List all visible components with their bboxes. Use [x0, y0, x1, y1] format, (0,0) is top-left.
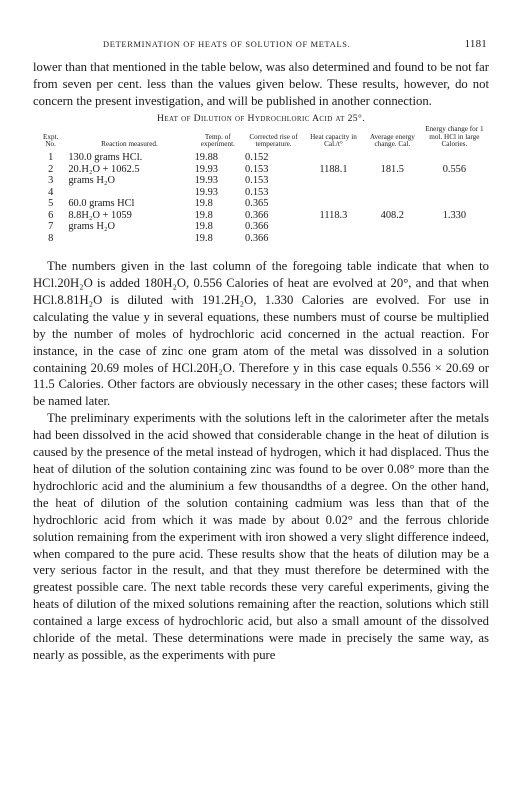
cell-energy: 0.556 [442, 163, 467, 175]
running-title: DETERMINATION OF HEATS OF SOLUTION OF METALS. [103, 40, 351, 49]
cell-capacity [304, 198, 363, 210]
cell-energy [422, 233, 487, 245]
table-row [37, 164, 487, 176]
cell-average [363, 152, 422, 164]
intro-paragraph: lower than that mentioned in the table below, was also determined and found to be not far from seven per cent. less than the values given below. These results, however, do not concern the present investigation, and will be published in another connection. [33, 60, 489, 108]
cell-rise: 0.153 [245, 163, 269, 175]
cell-temp: 19.8 [194, 221, 213, 233]
cell-capacity: 1118.3 [319, 209, 348, 221]
cell-reaction [64, 233, 192, 245]
cell-reaction: 8.8H₂O + 1059 [68, 209, 132, 221]
cell-rise: 0.366 [245, 209, 269, 221]
cell-average: 408.2 [380, 209, 405, 221]
cell-energy [422, 221, 487, 233]
paragraph-3: The preliminary experiments with the solutions left in the calorimeter after the metals had been dissolved in the acid showed that considerable change in the heat of dilution is caused by the presence of the metal instead of hydrogen, which it had displaced. Thus the heat of dilution of the solution containing zinc was found to be over 0.08° more than the hydrochloric acid and the aluminium a few thousandths of a degree. On the other hand, the heat of dilution of the solution containing cadmium was less than that of the hydrochloric acid from which it was made by about 0.02° and the ferrous chloride solution remaining from the experiment with iron showed a very slight difference indeed, when compared to the pure acid. These results show that the heats of dilution may be a very serious factor in the result, and that they must therefore be determined with the greatest possible care. The next table records these very careful experiments, giving the heats of dilution of the mixed solutions remaining after the reaction, solutions which still contained a large excess of hydrochloric acid, but also a small amount of the dissolved chloride of the metal. These determinations were made in precisely the same way, as nearly as possible, as the experiments with pure [33, 411, 489, 662]
dilution-table [37, 126, 487, 244]
cell-reaction: grams H₂O [68, 175, 115, 187]
table-row [37, 175, 487, 187]
cell-reaction [64, 187, 192, 199]
cell-no: 2 [48, 163, 54, 175]
cell-capacity [304, 221, 363, 233]
table-row [37, 233, 487, 245]
col-header-temp: Temp. of experiment. [200, 132, 235, 149]
cell-rise: 0.152 [245, 152, 269, 164]
cell-energy [422, 187, 487, 199]
cell-energy: 1.330 [442, 209, 467, 221]
cell-average: 181.5 [380, 163, 405, 175]
cell-energy [422, 198, 487, 210]
cell-temp: 19.93 [194, 163, 218, 175]
cell-rise: 0.366 [245, 221, 269, 233]
cell-no: 5 [48, 198, 54, 210]
cell-reaction: 20.H₂O + 1062.5 [68, 163, 140, 175]
table-row [37, 210, 487, 222]
cell-temp: 19.93 [194, 175, 218, 187]
cell-no: 8 [48, 232, 54, 244]
cell-rise: 0.153 [245, 186, 269, 198]
cell-no: 7 [48, 221, 54, 233]
cell-average [363, 221, 422, 233]
paragraph-2: The numbers given in the last column of the foregoing table indicate that when to HCl.20H₂O is added 180H₂O, 0.556 Calories of heat are evolved at 20°, and that when HCl.8.81H₂O is diluted with 191.2H₂O, 1.330 Calories are evolved. For use in calculating the value y in several equations, these numbers must of course be multiplied by the number of moles of hydrochloric acid concerned in the actual reaction. For instance, in the case of zinc one gram atom of the metal was dissolved in a solution containing 20.69 moles of HCl.20H₂O. Therefore y in this case equals 0.556 × 20.69 or 11.5 Calories. Other factors are obviously necessary in the other cases; these factors will be named later. [33, 259, 489, 409]
cell-temp: 19.93 [194, 186, 218, 198]
table-body [37, 152, 487, 244]
cell-no: 3 [48, 175, 54, 187]
table-row [37, 198, 487, 210]
table-caption [33, 113, 489, 124]
cell-temp: 19.8 [194, 198, 213, 210]
cell-energy [422, 152, 487, 164]
col-header-energy: Energy change for 1 mol. HCl in large Calories. [425, 124, 484, 149]
cell-no: 6 [48, 209, 54, 221]
table-row [37, 152, 487, 164]
cell-reaction: grams H₂O [68, 221, 115, 233]
cell-rise: 0.366 [245, 232, 269, 244]
cell-average [363, 187, 422, 199]
col-header-no: Expt. No. [42, 132, 59, 149]
cell-average [363, 175, 422, 187]
cell-reaction: 60.0 grams HCl [68, 198, 135, 210]
cell-temp: 19.8 [194, 209, 213, 221]
table-row [37, 221, 487, 233]
cell-capacity [304, 233, 363, 245]
cell-energy [422, 175, 487, 187]
cell-capacity [304, 187, 363, 199]
col-header-rise: Corrected rise of temperature. [249, 132, 298, 149]
cell-capacity: 1188.1 [319, 163, 348, 175]
table-caption-text: Heat of Dilution of Hydrochloric Acid at 25°. [156, 112, 366, 124]
cell-temp: 19.88 [194, 152, 218, 164]
col-header-reaction: Reaction measured. [101, 140, 158, 149]
cell-reaction: 130.0 grams HCl. [68, 152, 143, 164]
col-header-capacity: Heat capacity in Cal./t° [310, 132, 357, 149]
cell-rise: 0.153 [245, 175, 269, 187]
running-header [33, 38, 489, 54]
col-header-average: Average energy change. Cal. [369, 132, 415, 149]
cell-temp: 19.8 [194, 232, 213, 244]
page-number: 1181 [464, 38, 487, 50]
cell-capacity [304, 152, 363, 164]
cell-average [363, 198, 422, 210]
cell-average [363, 233, 422, 245]
cell-no: 1 [48, 152, 54, 164]
cell-no: 4 [48, 186, 54, 198]
cell-rise: 0.365 [245, 198, 269, 210]
table-header-row [37, 126, 487, 152]
table-row [37, 187, 487, 199]
cell-capacity [304, 175, 363, 187]
